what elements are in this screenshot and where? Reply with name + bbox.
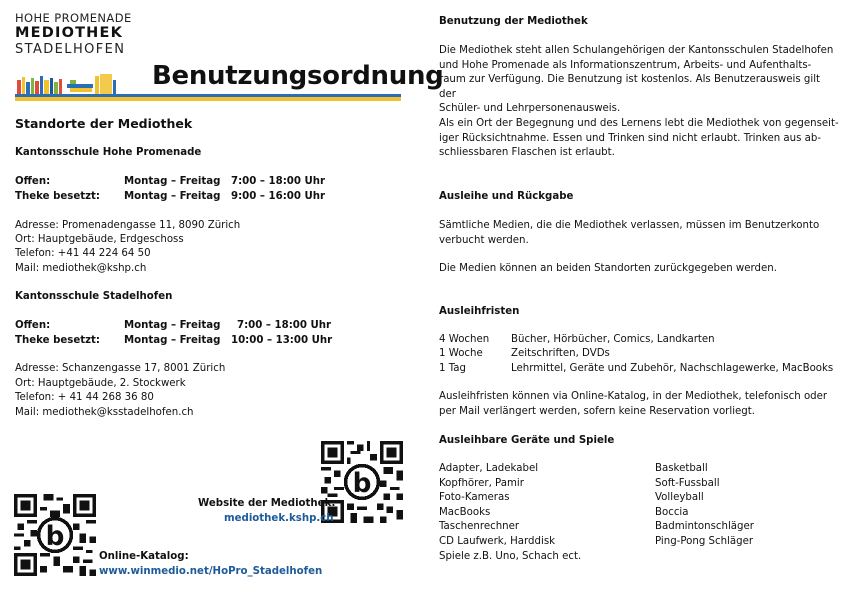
verlaengerung-line: per Mail verlängert werden, sofern keine Reservation vorliegt.	[439, 405, 755, 417]
list-item: Soft-Fussball	[655, 477, 720, 489]
logo-line-1: HOHE PROMENADE	[15, 11, 132, 25]
school1-offen-label: Offen:	[15, 176, 51, 187]
school1-offen-days: Montag – Freitag	[124, 176, 221, 187]
website-link[interactable]: mediothek.kshp.ch	[224, 513, 334, 524]
school2-mail: Mail: mediothek@ksstadelhofen.ch	[15, 407, 194, 418]
school2-name: Kantonsschule Stadelhofen	[15, 291, 173, 302]
katalog-link[interactable]: www.winmedio.net/HoPro_Stadelhofen	[99, 566, 323, 577]
school2-theke-days: Montag – Freitag	[124, 335, 221, 346]
school1-name: Kantonsschule Hohe Promenade	[15, 147, 202, 158]
benutzung-heading: Benutzung der Mediothek	[439, 16, 588, 27]
verlaengerung-line: Ausleihfristen können via Online-Katalog, in der Mediothek, telefonisch oder	[439, 391, 828, 402]
frist-row-duration: 4 Wochen	[439, 334, 490, 345]
school2-offen-time: 7:00 – 18:00 Uhr	[237, 320, 332, 331]
list-item: Kopfhörer, Pamir	[439, 477, 524, 489]
benutzung-line: raum zur Verfügung. Die Benutzung ist kostenlos. Als Benutzerausweis gilt der	[439, 74, 821, 100]
school1-address: Adresse: Promenadengasse 11, 8090 Zürich	[15, 220, 241, 231]
logo-line-2: MEDIOTHEK	[15, 25, 124, 41]
school2-theke-time: 10:00 – 13:00 Uhr	[231, 335, 333, 346]
ausleihe-line: verbucht werden.	[439, 234, 529, 246]
logo-line-3: STADELHOFEN	[15, 42, 126, 57]
list-item: MacBooks	[439, 506, 491, 518]
school2-offen-label: Offen:	[15, 320, 51, 331]
school1-theke-label: Theke besetzt:	[15, 191, 100, 202]
school1-theke-days: Montag – Freitag	[124, 191, 221, 202]
geraete-heading: Ausleihbare Geräte und Spiele	[439, 435, 615, 446]
frist-row-items: Lehrmittel, Geräte und Zubehör, Nachschlagewerke, MacBooks	[511, 363, 834, 374]
ort-line: iger Rücksichtnahme. Essen und Trinken sind nicht erlaubt. Trinken aus ab-	[439, 132, 822, 144]
list-item: Adapter, Ladekabel	[439, 463, 539, 474]
list-item: Ping-Pong Schläger	[655, 535, 754, 547]
svg-text:b: b	[352, 468, 372, 499]
ort-line: schliessbaren Flaschen ist erlaubt.	[439, 147, 615, 159]
list-item: Badmintonschläger	[655, 521, 754, 533]
list-item: Boccia	[655, 506, 689, 518]
ausleihe-paragraph	[439, 219, 819, 248]
benutzung-paragraph	[439, 44, 839, 117]
verlaengerung-paragraph	[439, 390, 827, 419]
list-item: Volleyball	[655, 492, 704, 504]
list-item: CD Laufwerk, Harddisk	[439, 535, 556, 547]
ort-paragraph	[439, 117, 839, 161]
list-item: Taschenrechner	[439, 521, 520, 533]
school2-offen-days: Montag – Freitag	[124, 320, 221, 331]
ausleihe-heading: Ausleihe und Rückgabe	[439, 191, 574, 202]
benutzung-line: Die Mediothek steht allen Schulangehörigen der Kantonsschulen Stadelhofen	[439, 45, 834, 56]
benutzung-line: Schüler- und Lehrpersonenausweis.	[439, 103, 621, 115]
katalog-qr-code[interactable]	[14, 494, 96, 576]
school2-address: Adresse: Schanzengasse 17, 8001 Zürich	[15, 363, 226, 374]
fristen-heading: Ausleihfristen	[439, 306, 520, 317]
school1-offen-time: 7:00 – 18:00 Uhr	[231, 176, 326, 187]
svg-text:b: b	[45, 521, 65, 552]
geraete-list-1	[439, 462, 581, 564]
standorte-heading: Standorte der Mediothek	[15, 116, 193, 131]
ort-line: Als ein Ort der Begegnung und des Lernens lebt die Mediothek von gegenseit-	[439, 118, 839, 129]
school1-telefon: Telefon: +41 44 224 64 50	[15, 248, 151, 259]
school2-telefon: Telefon: + 41 44 268 36 80	[15, 392, 154, 403]
website-label: Website der Mediothek:	[198, 498, 336, 509]
frist-row-duration: 1 Tag	[439, 363, 466, 374]
benutzung-line: und Hohe Promenade als Informationszentrum, Arbeits- und Aufenthalts-	[439, 59, 812, 71]
logo-stripe-yellow	[15, 97, 401, 101]
frist-row-items: Bücher, Hörbücher, Comics, Landkarten	[511, 334, 715, 345]
school2-theke-label: Theke besetzt:	[15, 335, 100, 346]
frist-row-duration: 1 Woche	[439, 348, 483, 359]
list-item: Foto-Kameras	[439, 492, 510, 504]
list-item: Basketball	[655, 463, 708, 474]
school2-ort: Ort: Hauptgebäude, 2. Stockwerk	[15, 378, 186, 389]
list-item: Spiele z.B. Uno, Schach ect.	[439, 550, 582, 562]
katalog-label: Online-Katalog:	[99, 551, 189, 562]
books-illustration	[15, 68, 145, 96]
rueckgabe-line: Die Medien können an beiden Standorten zurückgegeben werden.	[439, 263, 777, 274]
school1-ort: Ort: Hauptgebäude, Erdgeschoss	[15, 234, 184, 245]
school1-mail: Mail: mediothek@kshp.ch	[15, 263, 147, 274]
school1-theke-time: 9:00 – 16:00 Uhr	[231, 191, 326, 202]
page-title: Benutzungsordnung	[152, 61, 444, 91]
geraete-list-2	[655, 462, 754, 550]
frist-row-items: Zeitschriften, DVDs	[511, 348, 610, 359]
ausleihe-line: Sämtliche Medien, die die Mediothek verlassen, müssen im Benutzerkonto	[439, 220, 820, 231]
